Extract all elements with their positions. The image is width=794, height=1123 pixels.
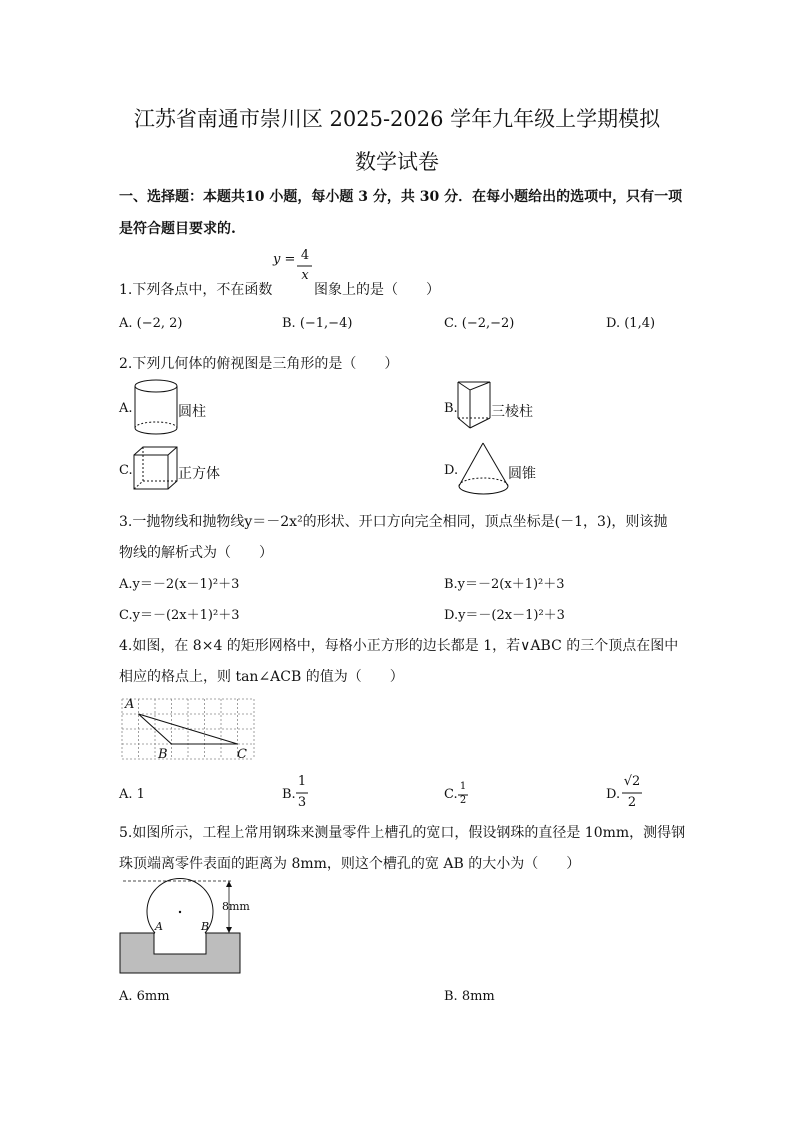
grid-label-b: B — [158, 747, 168, 762]
q4-option-d-denominator: 2 — [627, 795, 637, 810]
exam-title-line1: 江苏省南通市崇川区 2025-2026 学年九年级上学期模拟 — [133, 107, 661, 131]
question-3-stem-line2: 物线的解析式为（ ） — [119, 545, 273, 561]
cube-figure — [133, 446, 179, 492]
slot-label-b: B — [201, 920, 210, 933]
grid-label-c: C — [237, 747, 247, 762]
section-header-line1: 一、选择题：本题共10 小题，每小题 3 分，共 30 分．在每小题给出的选项中，只有一项 — [119, 189, 683, 205]
q4-option-b-fraction-bar — [296, 792, 308, 794]
exam-title-line2: 数学试卷 — [355, 150, 439, 174]
q1-option-c[interactable]: C. (−2,−2) — [444, 316, 515, 331]
q2-option-d-label: 圆锥 — [508, 466, 536, 482]
q4-option-d-fraction-bar — [622, 792, 642, 794]
q1-function-y: y = — [273, 252, 296, 267]
q4-option-d-numerator: √2 — [623, 774, 641, 789]
q3-option-c[interactable]: C.y＝－(2x＋1)²＋3 — [119, 608, 240, 623]
q4-option-d-letter[interactable]: D. — [606, 787, 621, 802]
question-3-stem-line1: 3.一抛物线和抛物线y＝－2x²的形状、开口方向完全相同，顶点坐标是(－1，3)，则该抛 — [119, 514, 668, 530]
question-4-stem-line1: 4.如图，在 8×4 的矩形网格中，每格小正方形的边长都是 1，若∨ABC 的三个顶点在图中 — [119, 638, 679, 654]
question-2-stem: 2.下列几何体的俯视图是三角形的是（ ） — [119, 356, 399, 372]
question-1-stem-a: 1.下列各点中，不在函数 — [119, 282, 273, 298]
cylinder-figure — [131, 378, 181, 438]
q4-option-c-denominator: 2 — [459, 795, 467, 806]
q3-option-d[interactable]: D.y＝－(2x－1)²＋3 — [444, 608, 565, 623]
q1-option-b[interactable]: B. (−1,−4) — [282, 316, 353, 331]
question-5-stem-line2: 珠顶端离零件表面的距离为 8mm，则这个槽孔的宽 AB 的大小为（ ） — [119, 856, 581, 872]
q1-function-denominator: x — [301, 268, 309, 283]
q1-option-d[interactable]: D. (1,4) — [606, 316, 656, 331]
q4-option-b-letter[interactable]: B. — [282, 787, 296, 802]
q2-option-c-letter[interactable]: C. — [119, 463, 133, 478]
q2-option-b-label: 三棱柱 — [491, 404, 533, 420]
q4-option-a[interactable]: A. 1 — [119, 787, 145, 802]
dimension-label-8mm: 8mm — [222, 900, 250, 913]
section-header-line2: 是符合题目要求的. — [119, 221, 236, 237]
cone-figure — [456, 442, 512, 498]
q4-option-c-numerator: 1 — [459, 781, 467, 792]
q1-option-a[interactable]: A. (−2, 2) — [119, 316, 183, 331]
question-1-stem-b: 图象上的是（ ） — [314, 282, 440, 298]
question-4-stem-line2: 相应的格点上，则 tan∠ACB 的值为（ ） — [119, 669, 404, 685]
q2-option-d-letter[interactable]: D. — [444, 463, 459, 478]
q5-option-a[interactable]: A. 6mm — [119, 989, 170, 1004]
q5-option-b[interactable]: B. 8mm — [444, 989, 495, 1004]
q4-option-c-letter[interactable]: C. — [444, 787, 458, 802]
question-5-stem-line1: 5.如图所示，工程上常用钢珠来测量零件上槽孔的宽口，假设钢珠的直径是 10mm，测得钢 — [119, 825, 686, 841]
steel-ball-slot-figure — [119, 878, 244, 976]
q2-option-c-label: 正方体 — [178, 466, 220, 482]
q2-option-a-label: 圆柱 — [178, 404, 206, 420]
q4-option-b-numerator: 1 — [297, 774, 307, 789]
q2-option-a-letter[interactable]: A. — [119, 401, 133, 416]
q4-option-b-denominator: 3 — [297, 795, 307, 810]
q1-fraction-bar — [297, 265, 313, 267]
q2-option-b-letter[interactable]: B. — [444, 401, 458, 416]
q1-function-numerator: 4 — [300, 248, 310, 263]
q3-option-a[interactable]: A.y＝－2(x－1)²＋3 — [119, 577, 240, 592]
slot-label-a: A — [155, 920, 163, 933]
q3-option-b[interactable]: B.y＝－2(x＋1)²＋3 — [444, 577, 565, 592]
grid-label-a: A — [125, 697, 135, 712]
